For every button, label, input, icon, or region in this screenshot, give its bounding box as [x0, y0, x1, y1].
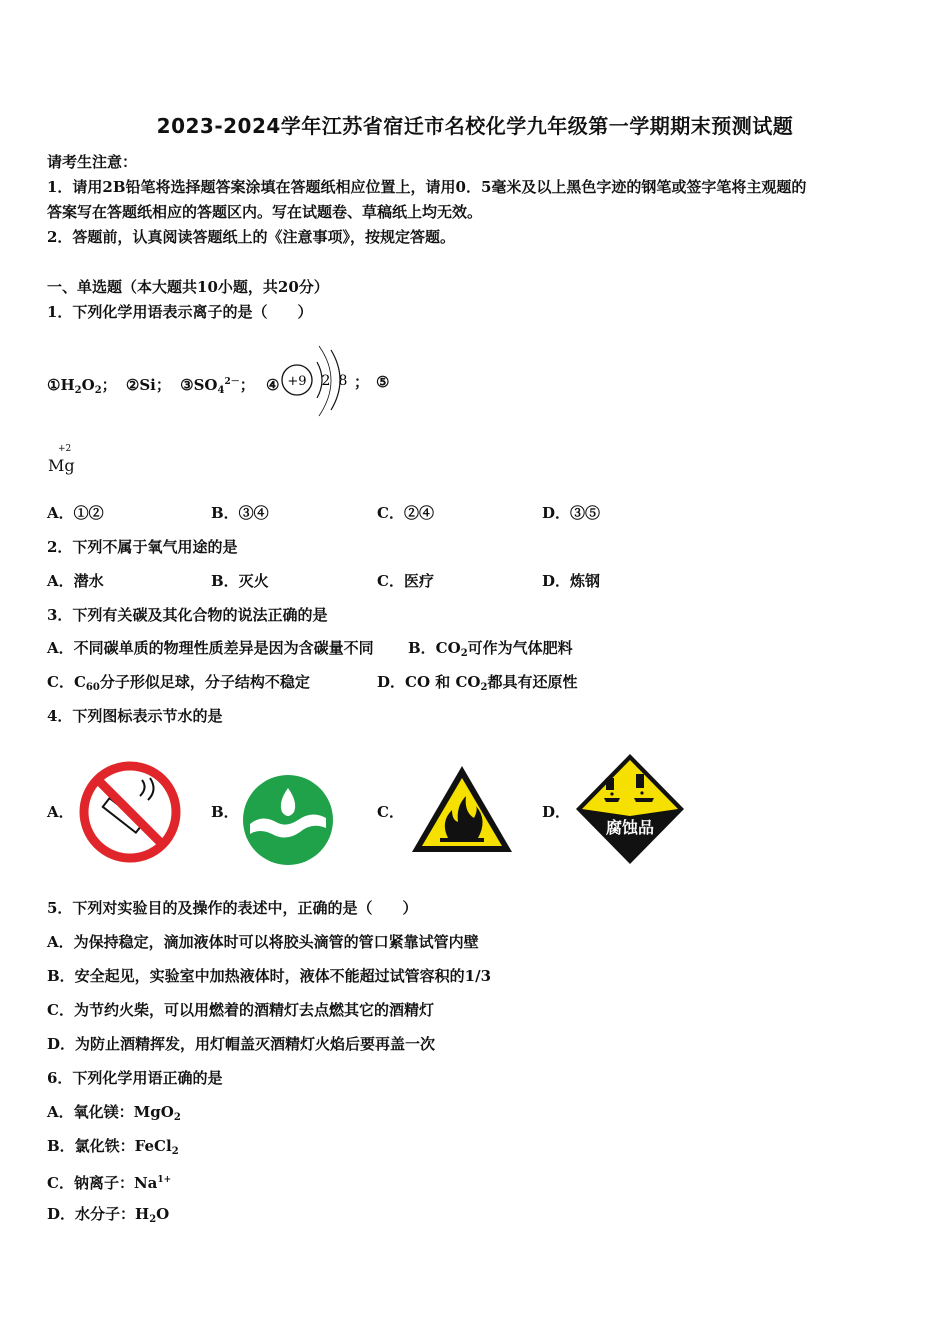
flammable-warning-sign-icon [408, 762, 516, 856]
q2-option-c: C．医疗 [377, 572, 434, 590]
mg-charge: +2 [58, 444, 72, 454]
notice-line-1: 1．请用2B铅笔将选择题答案涂填在答题纸相应位置上，请用0．5毫米及以上黑色字迹的钢笔或签字笔将主观题的 [47, 178, 807, 196]
q1-items [47, 372, 279, 401]
notice-heading: 请考生注意： [47, 153, 138, 171]
corrosive-warning-sign-icon [574, 752, 686, 866]
q1-item4-mark: ④ [265, 376, 280, 394]
no-smoking-sign-icon [78, 760, 182, 864]
q6-option-c: C．钠离子：$Na^{1+}$ [47, 1174, 172, 1192]
nucleus-charge: +9 [287, 374, 307, 389]
water-saving-sign-icon [242, 774, 334, 866]
q3-option-b: B．$CO_2$可作为气体肥料 [408, 639, 573, 659]
q4-label-a: A． [47, 803, 74, 821]
q6-stem: 6．下列化学用语正确的是 [47, 1069, 223, 1087]
q3-option-a: A．不同碳单质的物理性质差异是因为含碳量不同 [47, 639, 374, 657]
q1-item5-mark: ⑤ [376, 373, 390, 391]
q4-label-c: C． [377, 803, 404, 821]
q2-option-d: D．炼钢 [542, 572, 601, 590]
q5-stem: 5．下列对实验目的及操作的表述中，正确的是（ ） [47, 899, 418, 917]
q6-option-d: D．水分子：$H_2O$ [47, 1205, 170, 1225]
q1-option-a: A．①② [47, 504, 104, 522]
q4-label-b: B． [211, 803, 239, 821]
q1-option-b: B．③④ [211, 504, 269, 522]
q3-option-d: D．CO 和 $CO_2$都具有还原性 [377, 673, 578, 693]
mg-symbol: Mg [48, 456, 75, 475]
shell-2-electrons: 8 [338, 373, 348, 389]
notice-line-2: 答案写在答题纸相应的答题区内。写在试题卷、草稿纸上均无效。 [47, 203, 483, 221]
corrosive-label: 腐蚀品 [605, 818, 655, 837]
q1-option-d: D．③⑤ [542, 504, 601, 522]
q1-item2: ②Si； [125, 376, 171, 394]
q2-stem: 2．下列不属于氧气用途的是 [47, 538, 238, 556]
q3-stem: 3．下列有关碳及其化合物的说法正确的是 [47, 606, 328, 624]
fluorine-atom-structure-diagram [279, 340, 351, 420]
exam-title: 2023-2024学年江苏省宿迁市名校化学九年级第一学期期末预测试题 [156, 114, 794, 138]
q6-option-a: A．氧化镁：MgO$_2$ [47, 1103, 181, 1123]
q4-label-d: D． [542, 803, 571, 821]
section-header: 一、单选题（本大题共10小题，共20分） [47, 278, 329, 296]
notice-line-3: 2．答题前，认真阅读答题纸上的《注意事项》，按规定答题。 [47, 228, 455, 246]
q5-option-c: C．为节约火柴，可以用燃着的酒精灯去点燃其它的酒精灯 [47, 1001, 434, 1019]
q2-option-a: A．潜水 [47, 572, 104, 590]
mg-ion-valence [48, 444, 88, 478]
q2-option-b: B．灭火 [211, 572, 269, 590]
q1-option-c: C．②④ [377, 504, 434, 522]
q5-option-b: B．安全起见，实验室中加热液体时，液体不能超过试管容积的1/3 [47, 967, 492, 985]
q1-item4-end: ； [354, 373, 370, 391]
q1-item3: $③SO_4^{2-}$； [180, 376, 255, 396]
q6-option-b: B．氯化铁：FeCl$_2$ [47, 1137, 179, 1157]
q1-item1: $①H_2O_2$； [47, 376, 117, 396]
q3-option-c: C．$C_{60}$分子形似足球，分子结构不稳定 [47, 673, 310, 693]
shell-1-electrons: 2 [321, 373, 331, 389]
q1-stem: 1．下列化学用语表示离子的是（ ） [47, 303, 313, 321]
q5-option-a: A．为保持稳定，滴加液体时可以将胶头滴管的管口紧靠试管内壁 [47, 933, 479, 951]
q4-stem: 4．下列图标表示节水的是 [47, 707, 223, 725]
q5-option-d: D．为防止酒精挥发，用灯帽盖灭酒精灯火焰后要再盖一次 [47, 1035, 436, 1053]
